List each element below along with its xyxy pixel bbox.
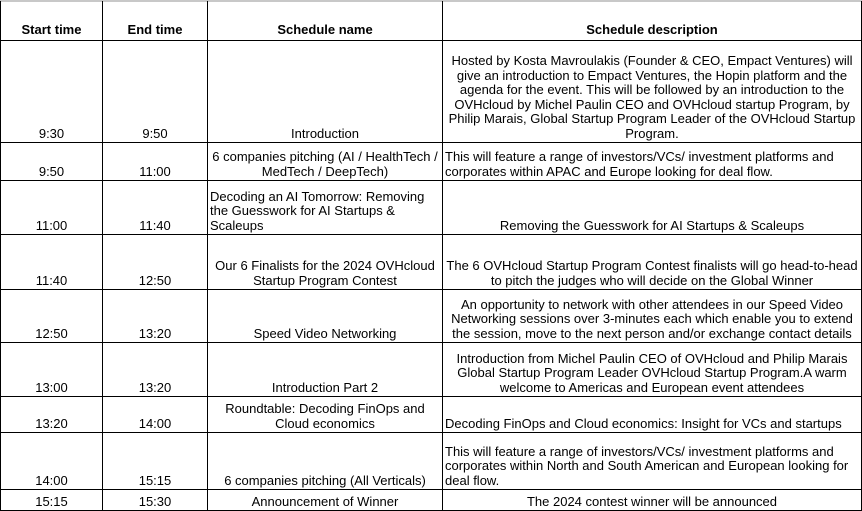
header-schedule-description[interactable]: Schedule description bbox=[443, 1, 862, 41]
header-end-time[interactable]: End time bbox=[103, 1, 208, 41]
end-time-cell[interactable]: 11:40 bbox=[103, 181, 208, 235]
table-row bbox=[1, 397, 862, 433]
schedule-name-cell[interactable]: Roundtable: Decoding FinOps and Cloud economics bbox=[208, 397, 443, 433]
schedule-name-cell[interactable]: Announcement of Winner bbox=[208, 490, 443, 511]
schedule-name-cell[interactable]: 6 companies pitching (All Verticals) bbox=[208, 433, 443, 490]
schedule-description-cell[interactable]: Hosted by Kosta Mavroulakis (Founder & CEO, Empact Ventures) will give an introduction to Empact Ventures, the Hopin platform and the agenda for the event. This will be followed by an introduction to the OVHcloud by Michel Paulin CEO and OVHcloud startup Program, by Philip Marais, Global Startup Program Leader of the OVHcloud Startup Program. bbox=[443, 41, 862, 143]
start-time-cell[interactable]: 9:30 bbox=[1, 41, 103, 143]
schedule-description-cell[interactable]: This will feature a range of investors/VCs/ investment platforms and corporates within North and South American and European looking for deal flow. bbox=[443, 433, 862, 490]
schedule-description-cell[interactable]: Decoding FinOps and Cloud economics: Insight for VCs and startups bbox=[443, 397, 862, 433]
start-time-cell[interactable]: 13:20 bbox=[1, 397, 103, 433]
end-time-cell[interactable]: 13:20 bbox=[103, 343, 208, 397]
schedule-description-cell[interactable]: This will feature a range of investors/VCs/ investment platforms and corporates within APAC and Europe looking for deal flow. bbox=[443, 143, 862, 181]
table-row bbox=[1, 235, 862, 290]
table-row bbox=[1, 490, 862, 511]
table-row bbox=[1, 143, 862, 181]
start-time-cell[interactable]: 13:00 bbox=[1, 343, 103, 397]
start-time-cell[interactable]: 12:50 bbox=[1, 290, 103, 343]
schedule-name-cell[interactable]: Decoding an AI Tomorrow: Removing the Guesswork for AI Startups & Scaleups bbox=[208, 181, 443, 235]
schedule-name-cell[interactable]: 6 companies pitching (AI / HealthTech / MedTech / DeepTech) bbox=[208, 143, 443, 181]
start-time-cell[interactable]: 9:50 bbox=[1, 143, 103, 181]
schedule-description-cell[interactable]: The 2024 contest winner will be announced bbox=[443, 490, 862, 511]
schedule-description-cell[interactable]: Removing the Guesswork for AI Startups & Scaleups bbox=[443, 181, 862, 235]
end-time-cell[interactable]: 14:00 bbox=[103, 397, 208, 433]
end-time-cell[interactable]: 9:50 bbox=[103, 41, 208, 143]
end-time-cell[interactable]: 13:20 bbox=[103, 290, 208, 343]
table-row bbox=[1, 343, 862, 397]
schedule-name-cell[interactable]: Introduction Part 2 bbox=[208, 343, 443, 397]
end-time-cell[interactable]: 15:30 bbox=[103, 490, 208, 511]
header-start-time[interactable]: Start time bbox=[1, 1, 103, 41]
start-time-cell[interactable]: 11:00 bbox=[1, 181, 103, 235]
schedule-table bbox=[0, 1, 862, 511]
end-time-cell[interactable]: 15:15 bbox=[103, 433, 208, 490]
table-row bbox=[1, 433, 862, 490]
start-time-cell[interactable]: 11:40 bbox=[1, 235, 103, 290]
schedule-description-cell[interactable]: The 6 OVHcloud Startup Program Contest finalists will go head-to-head to pitch the judges who will decide on the Global Winner bbox=[443, 235, 862, 290]
table-row bbox=[1, 41, 862, 143]
schedule-name-cell[interactable]: Speed Video Networking bbox=[208, 290, 443, 343]
header-schedule-name[interactable]: Schedule name bbox=[208, 1, 443, 41]
schedule-description-cell[interactable]: An opportunity to network with other attendees in our Speed Video Networking sessions over 3-minutes each which enable you to extend the session, move to the next person and/or exchange contact details bbox=[443, 290, 862, 343]
table-row bbox=[1, 290, 862, 343]
schedule-description-cell[interactable]: Introduction from Michel Paulin CEO of OVHcloud and Philip Marais Global Startup Program Leader OVHcloud Startup Program.A warm welcome to Americas and European event attendees bbox=[443, 343, 862, 397]
start-time-cell[interactable]: 14:00 bbox=[1, 433, 103, 490]
end-time-cell[interactable]: 11:00 bbox=[103, 143, 208, 181]
start-time-cell[interactable]: 15:15 bbox=[1, 490, 103, 511]
schedule-name-cell[interactable]: Our 6 Finalists for the 2024 OVHcloud Startup Program Contest bbox=[208, 235, 443, 290]
table-row bbox=[1, 181, 862, 235]
header-row bbox=[1, 1, 862, 41]
schedule-name-cell[interactable]: Introduction bbox=[208, 41, 443, 143]
end-time-cell[interactable]: 12:50 bbox=[103, 235, 208, 290]
